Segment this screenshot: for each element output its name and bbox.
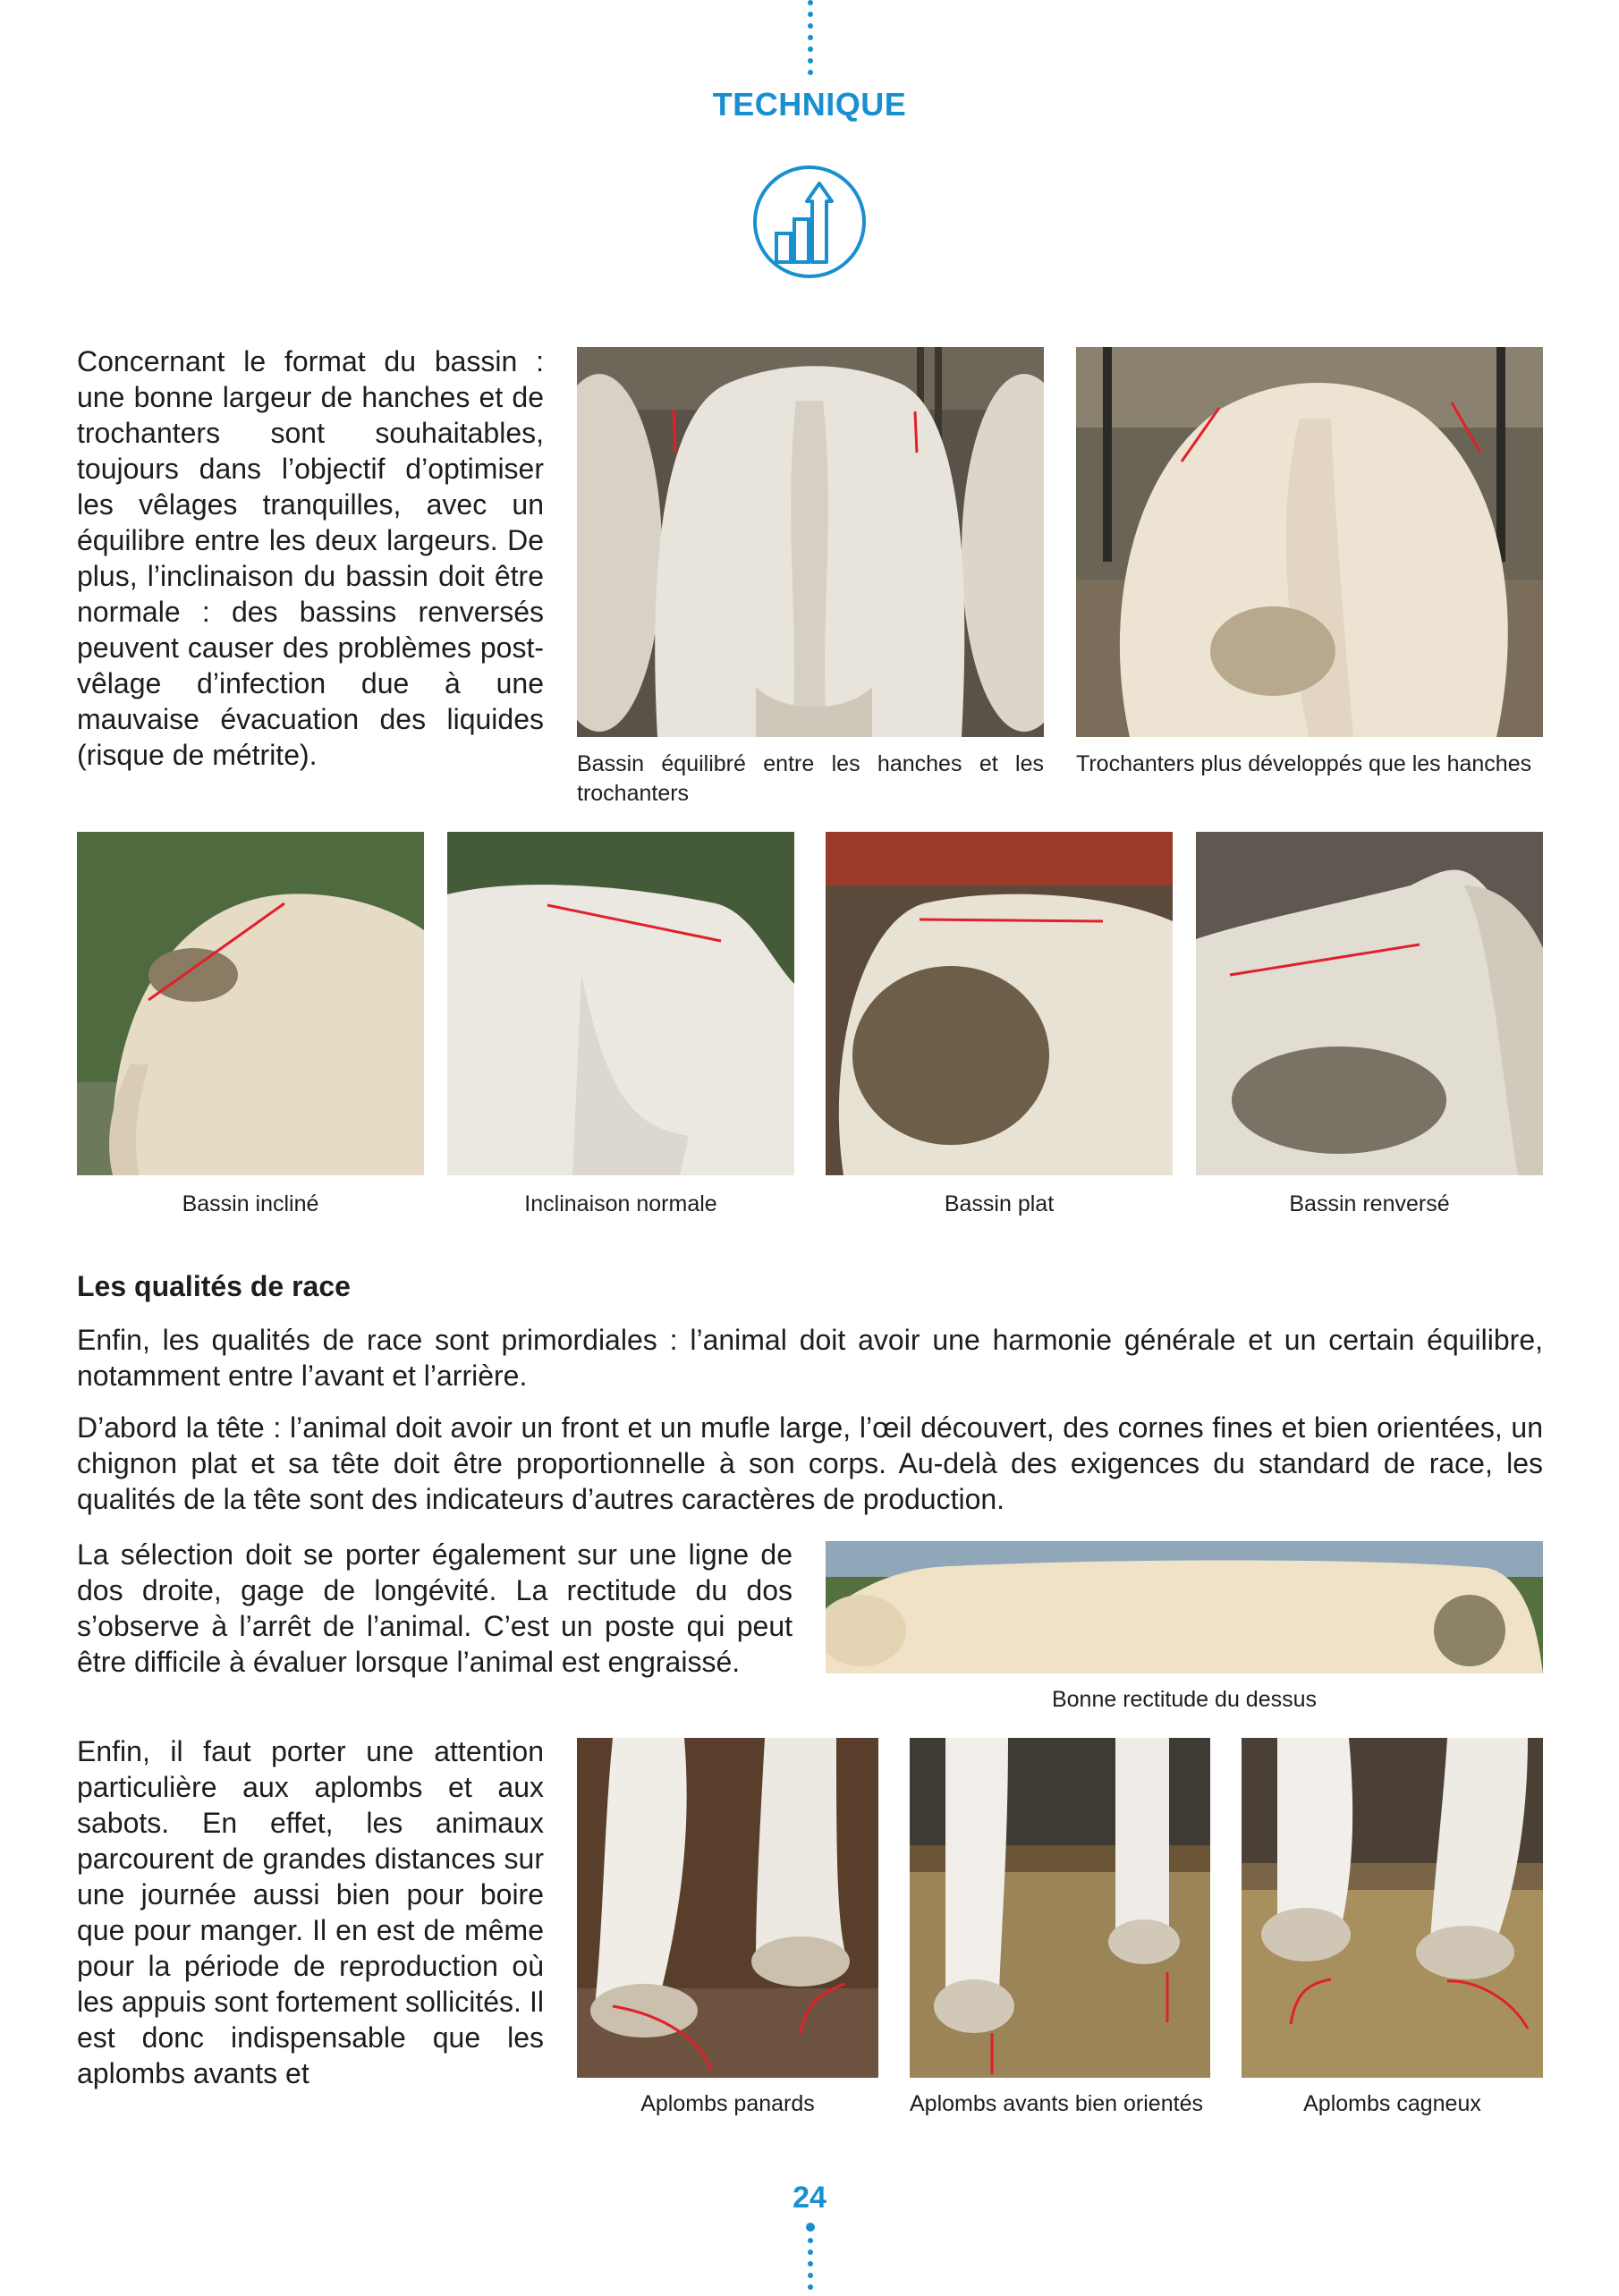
section-heading-breed: Les qualités de race	[77, 1270, 351, 1302]
caption-well-oriented-hooves: Aplombs avants bien orientés	[910, 2091, 1203, 2116]
caption-cow-hocked-hooves: Aplombs cagneux	[1303, 2091, 1481, 2116]
caption-splayed-hooves: Aplombs panards	[640, 2091, 815, 2116]
caption-inverted-pelvis: Bassin renversé	[1289, 1191, 1450, 1216]
caption-normal-inclination: Inclinaison normale	[524, 1191, 717, 1216]
bar-chart-growth-icon	[751, 164, 868, 280]
caption-flat-pelvis: Bassin plat	[944, 1191, 1055, 1216]
caption-inclined-pelvis: Bassin incliné	[182, 1191, 319, 1216]
section-title: TECHNIQUE	[712, 86, 907, 123]
photo-normal-inclination	[447, 832, 794, 1175]
photo-balanced-pelvis	[577, 347, 1044, 737]
photo-trochanters	[1076, 347, 1543, 737]
intro-paragraph: Concernant le format du bassin : une bonne largeur de hanches et de trochanters sont souhaitables, toujours dans l’objectif d’optimiser les vêlages tranquilles, avec un équilibre entre les deux largeurs. De plus, l’inclinaison du bassin doit être normale : des bassins renversés peuvent causer des problèmes post-vêlage d’infection due à une mauvaise évacuation des liquides (risque de métrite).	[77, 345, 544, 771]
photo-inclined-pelvis	[77, 832, 424, 1175]
breed-paragraph-1: Enfin, les qualités de race sont primordiales : l’animal doit avoir une harmonie générale et un certain équilibre, notamment entre l’avant et l’arrière.	[77, 1324, 1543, 1392]
photo-inverted-pelvis	[1196, 832, 1543, 1175]
breed-paragraph-2: D’abord la tête : l’animal doit avoir un front et un mufle large, l’œil découvert, des cornes fines et bien orientées, un chignon plat et sa tête doit être proportionnelle à son corps. Au-delà des exigences du standard de race, les qualités de la tête sont des indicateurs d’autres caractères de production.	[77, 1411, 1543, 1515]
photo-well-oriented-hooves	[910, 1738, 1210, 2078]
caption-straight-back: Bonne rectitude du dessus	[1051, 1687, 1318, 1712]
caption-balanced-pelvis: Bassin équilibré entre les hanches et les trochanters	[577, 751, 1044, 806]
breed-paragraph-4: Enfin, il faut porter une attention particulière aux aplombs et aux sabots. En effet, les animaux parcourent de grandes distances sur une journée aussi bien pour boire que pour manger. Il en est de même pour la période de reproduction où les appuis sont fortement sollicités. Il est donc indispensable que les aplombs avants et	[77, 1735, 544, 2089]
caption-trochanters: Trochanters plus développés que les hanches	[1076, 751, 1532, 776]
top-dotted-line	[808, 0, 813, 81]
photo-straight-back	[826, 1541, 1543, 1673]
page-number: 24	[793, 2181, 826, 2215]
photo-cow-hocked-hooves	[1242, 1738, 1543, 2078]
bottom-dotted-line	[808, 2223, 813, 2296]
breed-paragraph-3: La sélection doit se porter également sur une ligne de dos droite, gage de longévité. La rectitude du dos s’observe à l’arrêt de l’animal. C’est un poste qui peut être difficile à évaluer lorsque l’animal est engraissé.	[77, 1538, 793, 1678]
photo-flat-pelvis	[826, 832, 1173, 1175]
photo-splayed-hooves	[577, 1738, 878, 2078]
